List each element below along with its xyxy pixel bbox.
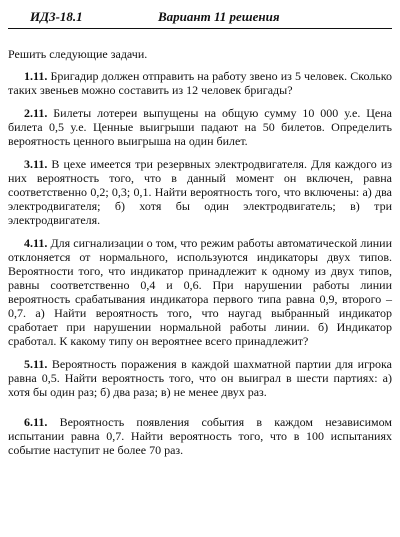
task-text: Бригадир должен отправить на работу звено из 5 человек. Сколько таких звеньев можно составить из 12 человек бригады? [8,69,392,97]
task-number: 1.11. [24,69,48,83]
task-2 [8,106,392,148]
doc-id: ИДЗ-18.1 [30,9,83,24]
task-3 [8,157,392,227]
task-1 [8,69,392,97]
task-text: Билеты лотереи выпущены на общую сумму 10 000 у.е. Цена билета 0,5 у.е. Ценные выигрыши падают на 50 билетов. Определить вероятность ценного выигрыша на один билет. [8,106,393,148]
task-number: 3.11. [24,157,48,171]
task-number: 6.11. [24,415,48,429]
task-number: 4.11. [24,236,48,250]
intro-text: Решить следующие задачи. [8,47,148,61]
task-number: 2.11. [24,106,48,120]
task-5 [8,357,392,399]
task-6 [8,415,392,457]
task-text: В цехе имеется три резервных электродвигателя. Для каждого из них вероятность того, что в данный момент он включен, равна соответственно 0,2; 0,3; 0,1. Найти вероятность того, что включены: а) два электродвигателя; б) хотя бы один электродвигатель; в) три электродвигателя. [8,157,393,227]
task-number: 5.11. [24,357,48,371]
task-text: Для сигнализации о том, что режим работы автоматической линии отклоняется от нормального, используются индикаторы двух типов. Вероятности того, что индикатор принадлежит к одному из двух типов, равны соответственно 0,4 и 0,6. При нарушении работы линии вероятность срабатывания индикатора первого типа равна 0,9, второго – 0,7. а) Найти вероятность того, что наугад выбранный индикатор сработает при нарушении нормальной работы линии. б) Индикатор сработал. К какому типу он вероятнее всего принадлежит? [8,236,393,348]
task-text: Вероятность появления события в каждом независимом испытании равна 0,7. Найти вероятность того, что в 100 испытаниях событие наступит не более 70 раз. [8,415,392,457]
task-text: Вероятность поражения в каждой шахматной партии для игрока равна 0,5. Найти вероятность того, что он выиграл в шести партиях: а) хотя бы один раз; б) два раза; в) не менее двух раз. [8,357,393,399]
variant-title: Вариант 11 решения [158,9,280,24]
page-header [8,6,392,29]
task-4 [8,236,392,348]
